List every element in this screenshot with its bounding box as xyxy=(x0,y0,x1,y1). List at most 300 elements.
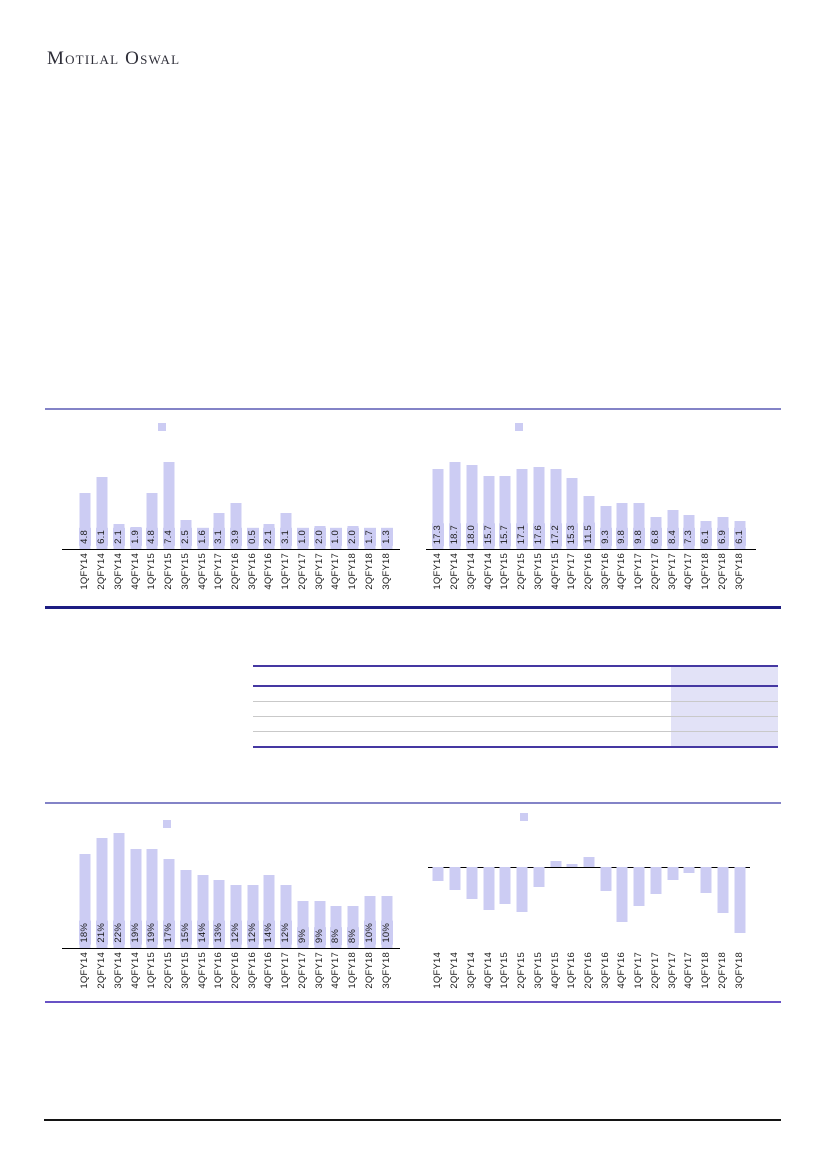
chart-bottom-left-plot xyxy=(77,828,395,948)
bar-column xyxy=(295,828,312,948)
x-label-column xyxy=(480,552,497,605)
bar-value-text: 15.7 xyxy=(482,524,494,544)
x-axis-label-text: 1QFY16 xyxy=(566,952,578,989)
x-axis-label-text: 2QFY15 xyxy=(516,553,528,590)
bar-value-label xyxy=(96,921,108,945)
bar-value-text: 2.0 xyxy=(313,530,325,544)
bar xyxy=(600,867,611,891)
bar-value-text: 0.5 xyxy=(246,530,258,544)
bar-value-label xyxy=(566,523,578,546)
bar-column xyxy=(430,454,447,549)
bar-value-label xyxy=(381,921,393,945)
x-label-column xyxy=(77,951,94,1003)
x-label-column xyxy=(497,552,514,605)
x-axis-label xyxy=(667,952,679,989)
bar-value-label xyxy=(314,528,326,546)
bar-value-text: 6.1 xyxy=(733,530,745,544)
table-row xyxy=(253,687,778,702)
x-axis-label-text: 1QFY14 xyxy=(79,553,91,590)
x-axis-label xyxy=(247,952,259,989)
x-axis-label-text: 3QFY16 xyxy=(246,952,258,989)
bar-column xyxy=(614,852,631,939)
bar-column xyxy=(345,454,362,549)
bar-column xyxy=(127,454,144,549)
x-label-column xyxy=(480,951,497,1003)
bar-column xyxy=(295,454,312,549)
x-axis-label xyxy=(247,553,259,590)
x-axis-label xyxy=(566,553,578,590)
x-axis-label-text: 3QFY15 xyxy=(532,952,544,989)
bar-value-text: 1.6 xyxy=(196,530,208,544)
x-label-column xyxy=(144,951,161,1003)
bar-value-text: 1.3 xyxy=(380,530,392,544)
x-axis-label xyxy=(499,952,511,989)
bar-column xyxy=(530,454,547,549)
financials-table xyxy=(253,665,778,748)
bar-value-label xyxy=(180,528,192,546)
table-row xyxy=(253,702,778,717)
x-label-column xyxy=(194,951,211,1003)
bar-column xyxy=(631,454,648,549)
bar-value-label xyxy=(130,528,142,546)
x-axis-label-text: 1QFY17 xyxy=(633,952,645,989)
bar-column xyxy=(110,828,127,948)
bar-column xyxy=(311,454,328,549)
x-axis-label xyxy=(180,952,192,989)
x-axis-label xyxy=(180,553,192,590)
bar-value-label xyxy=(280,921,292,945)
bar-value-text: 19% xyxy=(129,923,141,943)
x-axis-label-text: 1QFY14 xyxy=(432,553,444,590)
bar-column xyxy=(664,852,681,939)
bar-value-label xyxy=(533,523,545,546)
x-axis-label-text: 4QFY15 xyxy=(549,553,561,590)
bar-value-text: 10% xyxy=(363,923,375,943)
x-label-column xyxy=(261,552,278,605)
bar-value-text: 2.5 xyxy=(179,530,191,544)
bar-column xyxy=(177,454,194,549)
x-axis-label-text: 3QFY14 xyxy=(112,952,124,989)
bar-column xyxy=(614,454,631,549)
x-label-column xyxy=(194,552,211,605)
bar-column xyxy=(648,852,665,939)
bar-value-label xyxy=(96,528,108,546)
x-axis-label-text: 2QFY15 xyxy=(163,553,175,590)
x-axis-label-text: 1QFY17 xyxy=(566,553,578,590)
bar-value-label xyxy=(466,523,478,546)
bar-value-label xyxy=(130,921,142,945)
bar-value-label xyxy=(213,528,225,546)
bar-value-label xyxy=(113,921,125,945)
bar-column xyxy=(514,852,531,939)
x-label-column xyxy=(664,951,681,1003)
x-label-column xyxy=(94,552,111,605)
x-axis-label xyxy=(146,952,158,989)
x-axis-label-text: 4QFY16 xyxy=(616,553,628,590)
x-axis-label xyxy=(197,952,209,989)
x-axis-label xyxy=(600,553,612,590)
bar-value-label xyxy=(449,523,461,546)
bar-value-text: 8% xyxy=(330,928,342,943)
x-axis-label xyxy=(230,952,242,989)
x-label-column xyxy=(144,552,161,605)
bar-column xyxy=(211,454,228,549)
x-label-column xyxy=(430,552,447,605)
chart-top-left-plot xyxy=(77,454,395,549)
x-label-column xyxy=(564,951,581,1003)
bar-value-text: 3.1 xyxy=(280,530,292,544)
bar-column xyxy=(328,454,345,549)
x-label-column xyxy=(244,552,261,605)
bar-value-text: 18.0 xyxy=(465,524,477,544)
bar xyxy=(717,867,728,913)
bar-value-text: 9.8 xyxy=(633,530,645,544)
bar-value-text: 12% xyxy=(229,923,241,943)
bar-column xyxy=(261,828,278,948)
x-axis-label-text: 4QFY16 xyxy=(263,553,275,590)
x-axis-label-text: 2QFY14 xyxy=(449,952,461,989)
bar-value-text: 9% xyxy=(313,928,325,943)
x-axis-label xyxy=(683,553,695,590)
x-axis-label xyxy=(449,952,461,989)
x-axis-label-text: 2QFY18 xyxy=(363,952,375,989)
bar-column xyxy=(463,454,480,549)
bar-column xyxy=(731,454,748,549)
bar-value-label xyxy=(280,528,292,546)
x-label-column xyxy=(681,552,698,605)
x-axis-line xyxy=(62,948,400,949)
bar-value-text: 14% xyxy=(196,923,208,943)
bar-value-text: 15.3 xyxy=(566,524,578,544)
bar-value-label xyxy=(263,921,275,945)
x-label-column xyxy=(530,552,547,605)
bar-value-text: 22% xyxy=(112,923,124,943)
table-row xyxy=(253,717,778,732)
x-label-column xyxy=(631,951,648,1003)
bar-column xyxy=(77,454,94,549)
x-axis-label-text: 1QFY18 xyxy=(700,952,712,989)
bar xyxy=(617,867,628,922)
bar-column xyxy=(144,454,161,549)
x-axis-label-text: 2QFY14 xyxy=(96,952,108,989)
x-label-column xyxy=(731,951,748,1003)
bar-value-text: 4.8 xyxy=(146,530,158,544)
x-axis-label-text: 2QFY14 xyxy=(449,553,461,590)
x-label-column xyxy=(228,951,245,1003)
bar-column xyxy=(94,454,111,549)
x-axis-label-text: 1QFY17 xyxy=(633,553,645,590)
x-axis-label xyxy=(717,952,729,989)
bar-value-label xyxy=(600,528,612,546)
x-label-column xyxy=(278,552,295,605)
bar-value-text: 17% xyxy=(163,923,175,943)
x-label-column xyxy=(597,951,614,1003)
bar-column xyxy=(447,454,464,549)
x-axis-label xyxy=(533,553,545,590)
bar-value-label xyxy=(667,528,679,546)
x-label-column xyxy=(681,951,698,1003)
x-axis-label-text: 1QFY17 xyxy=(280,553,292,590)
x-label-column xyxy=(514,951,531,1003)
x-label-column xyxy=(447,951,464,1003)
bar-value-label xyxy=(163,921,175,945)
bar xyxy=(450,867,461,890)
bar-value-label xyxy=(381,528,393,546)
bar xyxy=(433,867,444,881)
bar-column xyxy=(194,454,211,549)
bar xyxy=(634,867,645,906)
x-axis-label-text: 3QFY16 xyxy=(246,553,258,590)
legend-swatch xyxy=(520,813,528,821)
bar-column xyxy=(430,852,447,939)
x-axis-label xyxy=(616,553,628,590)
bar xyxy=(466,867,477,899)
x-axis-label xyxy=(263,553,275,590)
x-label-column xyxy=(430,951,447,1003)
x-axis-label-text: 1QFY18 xyxy=(347,553,359,590)
bar xyxy=(567,864,578,867)
x-axis-label-text: 3QFY18 xyxy=(380,952,392,989)
bar-column xyxy=(244,454,261,549)
bar-value-label xyxy=(146,921,158,945)
bar-value-label xyxy=(297,528,309,546)
bar-value-label xyxy=(483,523,495,546)
bar-column xyxy=(564,454,581,549)
bar-value-label xyxy=(113,528,125,546)
bar-value-text: 3.9 xyxy=(229,530,241,544)
bar-column xyxy=(731,852,748,939)
bar-column xyxy=(361,454,378,549)
bar-column xyxy=(497,454,514,549)
bar-column xyxy=(127,828,144,948)
bar-column xyxy=(278,828,295,948)
x-axis-label xyxy=(550,553,562,590)
x-axis-label-text: 2QFY15 xyxy=(516,952,528,989)
x-axis-label-text: 3QFY17 xyxy=(666,952,678,989)
x-axis-label-text: 2QFY15 xyxy=(163,952,175,989)
bar-value-label xyxy=(230,921,242,945)
bar-value-label xyxy=(79,921,91,945)
bar-value-text: 8.4 xyxy=(666,530,678,544)
table-header-row xyxy=(253,667,778,687)
x-label-column xyxy=(261,951,278,1003)
x-axis-label-text: 4QFY17 xyxy=(683,553,695,590)
x-axis-label-text: 3QFY16 xyxy=(599,553,611,590)
bar-value-text: 2.0 xyxy=(347,530,359,544)
x-axis-label xyxy=(700,952,712,989)
x-label-column xyxy=(581,552,598,605)
x-label-column xyxy=(161,951,178,1003)
x-label-column xyxy=(110,951,127,1003)
bar-column xyxy=(311,828,328,948)
x-axis-label xyxy=(432,553,444,590)
x-axis-label-text: 2QFY14 xyxy=(96,553,108,590)
x-axis-label xyxy=(314,553,326,590)
x-label-column xyxy=(378,951,395,1003)
x-axis-label-text: 4QFY15 xyxy=(196,553,208,590)
x-label-column xyxy=(447,552,464,605)
bar-column xyxy=(547,454,564,549)
x-label-column xyxy=(378,552,395,605)
bar xyxy=(500,867,511,904)
x-label-column xyxy=(698,951,715,1003)
bar xyxy=(550,861,561,867)
x-axis-label xyxy=(330,553,342,590)
bar-value-label xyxy=(683,528,695,546)
x-axis-label xyxy=(533,952,545,989)
x-axis-label-text: 1QFY16 xyxy=(213,952,225,989)
bar-value-label xyxy=(163,528,175,546)
x-axis-label xyxy=(566,952,578,989)
bar-column xyxy=(514,454,531,549)
bar-value-label xyxy=(79,528,91,546)
bar-column xyxy=(714,454,731,549)
x-axis-label xyxy=(280,952,292,989)
bar-column xyxy=(564,852,581,939)
bar-column xyxy=(261,454,278,549)
bar-value-label xyxy=(550,523,562,546)
bar-value-text: 13% xyxy=(213,923,225,943)
x-axis-label-text: 1QFY15 xyxy=(146,553,158,590)
x-label-column xyxy=(547,552,564,605)
x-axis-label-text: 3QFY17 xyxy=(666,553,678,590)
bar-column xyxy=(463,852,480,939)
x-label-column xyxy=(328,552,345,605)
bar-value-text: 17.2 xyxy=(549,524,561,544)
x-axis-label xyxy=(717,553,729,590)
x-axis-label-text: 1QFY15 xyxy=(146,952,158,989)
x-axis-label-text: 1QFY17 xyxy=(213,553,225,590)
bar-value-label xyxy=(180,921,192,945)
bar-value-text: 18.7 xyxy=(449,524,461,544)
x-axis-label-text: 3QFY15 xyxy=(179,952,191,989)
bar-value-text: 9.8 xyxy=(616,530,628,544)
bar-column xyxy=(631,852,648,939)
x-axis-label xyxy=(667,553,679,590)
bar xyxy=(583,857,594,867)
x-label-column xyxy=(345,951,362,1003)
x-axis-label xyxy=(381,553,393,590)
bar-column xyxy=(714,852,731,939)
bar-value-text: 10% xyxy=(380,923,392,943)
x-label-column xyxy=(328,951,345,1003)
x-axis-label xyxy=(113,952,125,989)
x-axis-label xyxy=(633,553,645,590)
x-label-column xyxy=(614,951,631,1003)
bar-column xyxy=(194,828,211,948)
bar-value-text: 15% xyxy=(179,923,191,943)
chart-top-left-x-labels xyxy=(77,552,395,605)
bar-value-text: 6.1 xyxy=(700,530,712,544)
bar-column xyxy=(378,454,395,549)
legend-swatch xyxy=(163,820,171,828)
bar-column xyxy=(161,454,178,549)
x-axis-label-text: 4QFY15 xyxy=(196,952,208,989)
x-axis-label-text: 2QFY16 xyxy=(582,553,594,590)
chart-bottom-right-plot xyxy=(430,852,748,939)
x-axis-label xyxy=(483,553,495,590)
x-label-column xyxy=(77,552,94,605)
x-axis-label xyxy=(432,952,444,989)
bar-value-label xyxy=(314,927,326,945)
chart-bottom-left-x-labels xyxy=(77,951,395,1003)
bar-value-text: 21% xyxy=(96,923,108,943)
x-axis-label xyxy=(700,553,712,590)
bar-value-text: 9.3 xyxy=(599,530,611,544)
bar-value-text: 18% xyxy=(79,923,91,943)
bar-column xyxy=(228,828,245,948)
bar-column xyxy=(581,454,598,549)
bar-column xyxy=(77,828,94,948)
x-axis-label xyxy=(79,553,91,590)
bar-column xyxy=(177,828,194,948)
bar-value-text: 19% xyxy=(146,923,158,943)
x-label-column xyxy=(311,951,328,1003)
x-axis-label-text: 2QFY16 xyxy=(229,553,241,590)
bar-value-label xyxy=(616,528,628,546)
bar-value-text: 2.1 xyxy=(112,530,124,544)
x-label-column xyxy=(514,552,531,605)
bar-value-text: 8% xyxy=(347,928,359,943)
bar-column xyxy=(698,852,715,939)
bar-value-label xyxy=(734,528,746,546)
bar-column xyxy=(597,852,614,939)
bar-column xyxy=(648,454,665,549)
bar-column xyxy=(698,454,715,549)
x-axis-label-text: 4QFY16 xyxy=(616,952,628,989)
x-axis-label xyxy=(483,952,495,989)
x-label-column xyxy=(345,552,362,605)
x-axis-label-text: 1QFY14 xyxy=(79,952,91,989)
bar-column xyxy=(581,852,598,939)
x-axis-label-text: 1QFY15 xyxy=(499,553,511,590)
x-label-column xyxy=(648,552,665,605)
bar-value-label xyxy=(364,528,376,546)
x-axis-label xyxy=(583,553,595,590)
x-label-column xyxy=(127,951,144,1003)
bar-column xyxy=(361,828,378,948)
x-label-column xyxy=(714,951,731,1003)
x-axis-label xyxy=(213,553,225,590)
x-axis-label xyxy=(146,553,158,590)
x-axis-label xyxy=(466,952,478,989)
x-label-column xyxy=(295,552,312,605)
bar-column xyxy=(681,852,698,939)
x-axis-label xyxy=(263,952,275,989)
bar-value-text: 17.3 xyxy=(432,524,444,544)
bar-value-text: 2.1 xyxy=(263,530,275,544)
x-axis-label xyxy=(550,952,562,989)
x-axis-label xyxy=(163,553,175,590)
x-axis-label-text: 3QFY15 xyxy=(179,553,191,590)
x-axis-label-text: 1QFY18 xyxy=(347,952,359,989)
x-axis-label xyxy=(466,553,478,590)
x-label-column xyxy=(497,951,514,1003)
x-axis-label-text: 2QFY17 xyxy=(649,952,661,989)
bar xyxy=(650,867,661,894)
bar-column xyxy=(161,828,178,948)
bar-value-label xyxy=(330,528,342,546)
x-label-column xyxy=(177,552,194,605)
chart-top-right-plot xyxy=(430,454,748,549)
bar-value-text: 4.8 xyxy=(79,530,91,544)
x-axis-label-text: 4QFY17 xyxy=(330,553,342,590)
bar-column xyxy=(497,852,514,939)
bar-value-text: 3.1 xyxy=(213,530,225,544)
x-label-column xyxy=(177,951,194,1003)
x-axis-label xyxy=(197,553,209,590)
footer-rule xyxy=(44,1119,781,1121)
